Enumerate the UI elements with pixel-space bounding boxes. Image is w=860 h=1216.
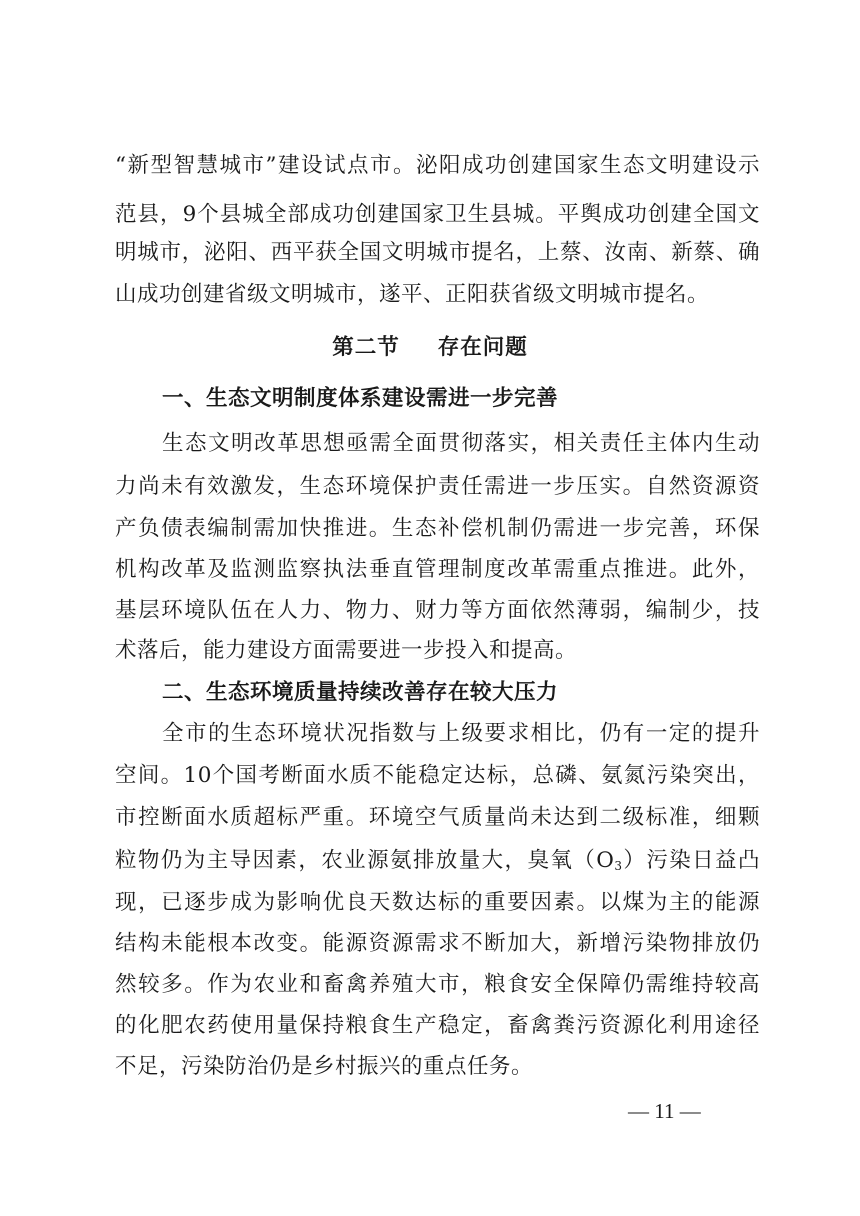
intro-line-2: 范县，9个县城全部成功创建国家卫生县城。平舆成功创建全国文 (115, 202, 760, 227)
heading-1: 一、生态文明制度体系建设需进一步完善 (162, 386, 559, 411)
section-title (0, 333, 860, 363)
paragraph-1-line-2: 力尚未有效激发，生态环境保护责任需进一步压实。自然资源资 (115, 474, 760, 499)
paragraph-1-line-1: 生态文明改革思想亟需全面贯彻落实，相关责任主体内生动 (162, 431, 760, 456)
paragraph-2-line-8: 的化肥农药使用量保持粮食生产稳定，畜禽粪污资源化利用途径 (115, 1013, 760, 1038)
paragraph-1-line-6: 术落后，能力建设方面需要进一步投入和提高。 (115, 638, 578, 663)
section-number: 第二节 (332, 335, 400, 360)
paragraph-1-line-5: 基层环境队伍在人力、物力、财力等方面依然薄弱，编制少，技 (115, 598, 760, 623)
paragraph-2-line-2: 空间。10个国考断面水质不能稳定达标，总磷、氨氮污染突出， (115, 763, 760, 788)
paragraph-2-line-7: 然较多。作为农业和畜禽养殖大市，粮食安全保障仍需维持较高 (115, 972, 760, 997)
section-name: 存在问题 (437, 335, 528, 360)
paragraph-2-line-3: 市控断面水质超标严重。环境空气质量尚未达到二级标准，细颗 (115, 805, 760, 830)
paragraph-1-line-3: 产负债表编制需加快推进。生态补偿机制仍需进一步完善，环保 (115, 516, 760, 541)
paragraph-2-line-1: 全市的生态环境状况指数与上级要求相比，仍有一定的提升 (162, 721, 760, 746)
intro-line-3: 明城市，泌阳、西平获全国文明城市提名，上蔡、汝南、新蔡、确 (115, 240, 760, 265)
paragraph-2-line-9: 不足，污染防治仍是乡村振兴的重点任务。 (115, 1054, 534, 1079)
page-number: — 11 — (628, 1099, 701, 1123)
paragraph-2-line-4 (115, 846, 760, 881)
intro-line-4: 山成功创建省级文明城市，遂平、正阳获省级文明城市提名。 (115, 282, 710, 307)
paragraph-1-line-4: 机构改革及监测监察执法垂直管理制度改革需重点推进。此外， (115, 557, 760, 582)
paragraph-2-line-4-head: 粒物仍为主导因素，农业源氨排放量大，臭氧（O (115, 848, 615, 873)
intro-line-1: “新型智慧城市”建设试点市。泌阳成功创建国家生态文明建设示 (115, 153, 760, 178)
ozone-subscript: 3 (614, 859, 623, 873)
paragraph-2-line-6: 结构未能根本改变。能源资源需求不断加大，新增污染物排放仍 (115, 931, 760, 956)
paragraph-2-line-5: 现，已逐步成为影响优良天数达标的重要因素。以煤为主的能源 (115, 890, 760, 915)
paragraph-2-line-4-tail: ）污染日益凸 (622, 848, 760, 873)
heading-2: 二、生态环境质量持续改善存在较大压力 (162, 680, 559, 705)
